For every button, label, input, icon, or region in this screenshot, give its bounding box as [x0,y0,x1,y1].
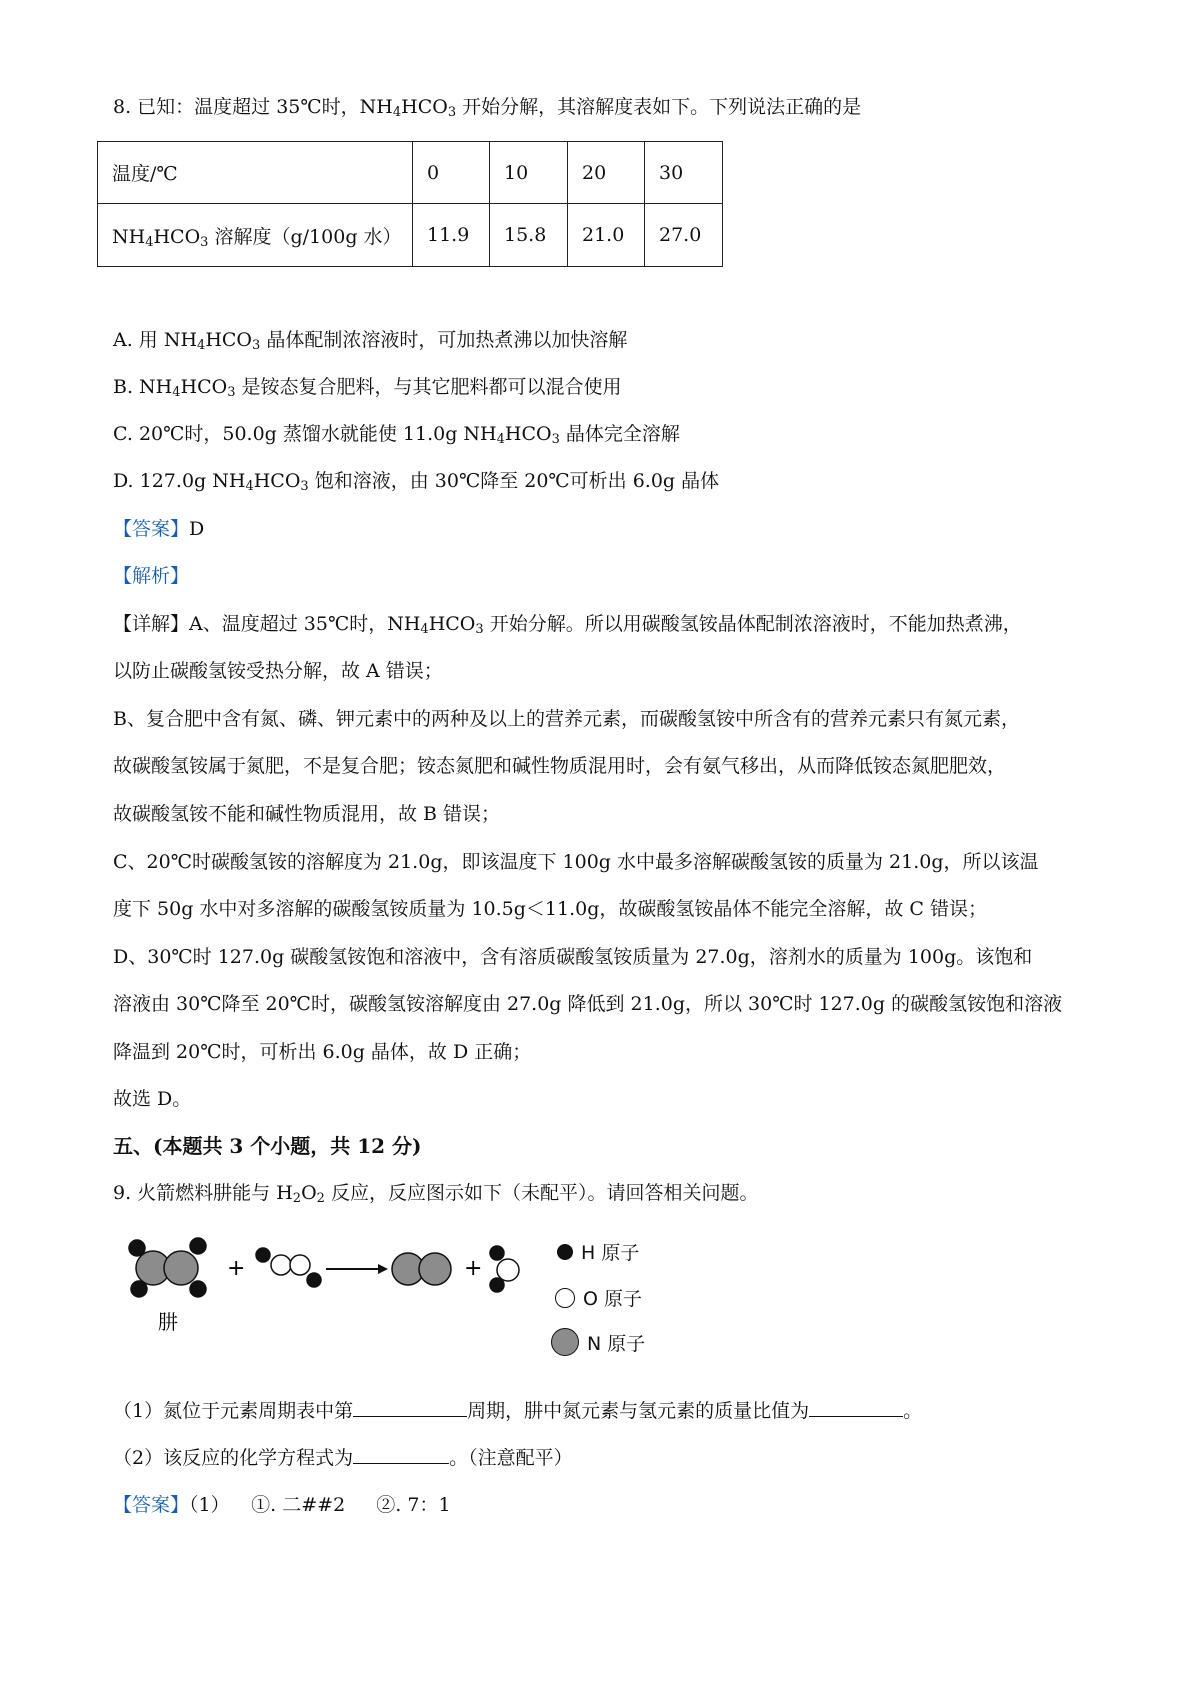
legend-o [553,1284,642,1311]
detail-b-line3: 故碳酸氢铵不能和碱性物质混用，故 B 错误； [113,803,501,825]
text: 晶体完全溶解 [559,423,680,445]
answer-label: 【答案】 [113,518,190,540]
text: 是铵态复合肥料，与其它肥料都可以混合使用 [235,376,622,398]
legend-n [553,1328,645,1356]
text: 。（注意配平） [449,1447,573,1469]
reaction-arrow [326,1264,388,1274]
text: 饱和溶液，由 30℃降至 20℃可析出 6.0g 晶体 [308,470,720,492]
legend-label: H 原子 [581,1242,640,1264]
text: O [301,1182,317,1204]
legend-h [553,1238,639,1265]
text: 9. 火箭燃料肼能与 H [113,1182,293,1204]
q9-answer [113,1492,451,1518]
hydrazine-label: 肼 [158,1310,178,1334]
detail-label: 【详解】 [113,613,190,635]
text: HCO [253,470,301,492]
text: HCO [180,376,228,398]
label-part: NH [112,225,146,248]
subscript: 4 [245,479,254,494]
answer-text: （1） ①. 二##2 ②. 7：1 [189,1494,451,1516]
detail-d-line2: 溶液由 30℃降至 20℃时，碳酸氢铵溶解度由 27.0g 降低到 21.0g，所以 30℃时 127.0g 的碳酸氢铵饱和溶液 [113,993,1063,1015]
answer-blank[interactable] [809,1398,903,1417]
h-atom-icon [557,1244,573,1260]
q8-stem [113,94,861,120]
table-cell-temp-label: 温度/℃ [98,142,413,204]
detail-d-line3: 降温到 20℃时，可析出 6.0g 晶体，故 D 正确； [113,1041,532,1063]
option-b [113,374,622,400]
text: （1）氮位于元素周期表中第 [113,1400,354,1422]
text: C. 20℃时，50.0g 蒸馏水就能使 11.0g NH [113,423,497,445]
option-d [113,468,719,494]
option-a [113,327,627,353]
subscript: 3 [200,234,209,250]
table-cell: 10 [490,142,568,204]
subscript: 2 [316,1191,325,1206]
subscript: 3 [551,432,560,447]
o-atom-icon [555,1288,575,1308]
table-row [98,142,723,204]
q8-answer [113,516,204,542]
text: 开始分解。所以用碳酸氢铵晶体配制浓溶液时，不能加热煮沸， [483,613,1022,635]
subscript: 4 [145,234,154,250]
legend-label: O 原子 [583,1288,642,1310]
table-cell: 11.9 [413,204,490,267]
hydrogen-peroxide-molecule [256,1248,321,1287]
detail-b-line1: B、复合肥中含有氮、磷、钾元素中的两种及以上的营养元素，而碳酸氢铵中所含有的营养元素只有氮元素， [113,708,1020,730]
answer-label: 【答案】 [113,1494,190,1516]
q9-sub1 [113,1398,922,1424]
table-cell: 27.0 [645,204,723,267]
nitrogen-molecule [392,1253,451,1285]
table-cell: 21.0 [568,204,645,267]
table-cell: 0 [413,142,490,204]
q9-stem [113,1180,758,1206]
text: 周期，肼中氮元素与氢元素的质量比值为 [467,1400,810,1422]
text: （2）该反应的化学方程式为 [113,1447,354,1469]
plus-sign: + [464,1256,483,1281]
analysis-label: 【解析】 [113,565,190,587]
section-heading: 五、(本题共 3 个小题，共 12 分) [113,1134,422,1158]
q8-stem-text-a: 已知：温度超过 35℃时，NH [137,96,393,118]
text: 晶体配制浓溶液时，可加热煮沸以加快溶解 [260,329,628,351]
subscript: 3 [252,338,261,353]
answer-blank[interactable] [353,1445,449,1464]
q8-stem-text-c: 开始分解，其溶解度表如下。下列说法正确的是 [456,96,862,118]
text: D. 127.0g NH [113,470,246,492]
detail-a-line2: 以防止碳酸氢铵受热分解，故 A 错误； [113,660,443,682]
table-cell-solubility-label [98,204,413,267]
detail-c-line2: 度下 50g 水中对多溶解的碳酸氢铵质量为 10.5g＜11.0g，故碳酸氢铵晶体不能完全溶解，故 C 错误； [113,898,988,920]
q8-number: 8. [113,96,138,118]
subscript: 4 [172,385,181,400]
text: HCO [504,423,552,445]
table-cell: 15.8 [490,204,568,267]
legend-label: N 原子 [587,1332,646,1355]
subscript: 4 [392,105,402,120]
subscript: 3 [227,385,236,400]
subscript: 3 [475,622,484,637]
table-cell: 30 [645,142,723,204]
table-row [98,204,723,267]
reaction-diagram [0,1225,560,1335]
subscript: 4 [420,622,429,637]
answer-blank[interactable] [353,1398,467,1417]
detail-a-line1 [113,611,1022,637]
text: B. NH [113,376,173,398]
water-molecule [490,1246,519,1292]
subscript: 4 [197,338,206,353]
text: A. 用 NH [113,329,198,351]
label-part: 溶解度（g/100g 水） [208,225,402,248]
text: 反应，反应图示如下（未配平）。请回答相关问题。 [324,1182,759,1204]
q9-sub2 [113,1445,573,1471]
label-part: HCO [153,225,201,248]
conclusion: 故选 D。 [113,1088,192,1110]
subscript: 2 [292,1191,302,1206]
text: 。 [903,1400,923,1422]
detail-c-line1: C、20℃时碳酸氢铵的溶解度为 21.0g，即该温度下 100g 水中最多溶解碳酸氢铵的质量为 21.0g，所以该温 [113,851,1039,873]
text: HCO [428,613,476,635]
hydrazine-molecule [129,1238,206,1297]
detail-b-line2: 故碳酸氢铵属于氮肥，不是复合肥；铵态氮肥和碱性物质混用时，会有氨气移出，从而降低铵态氮肥肥效， [113,755,1007,777]
text: A、温度超过 35℃时，NH [189,613,421,635]
text: HCO [205,329,253,351]
n-atom-icon [551,1328,579,1356]
solubility-table [97,141,723,267]
subscript: 3 [300,479,309,494]
table-cell: 20 [568,142,645,204]
subscript: 3 [447,105,457,120]
answer-value: D [189,518,205,540]
subscript: 4 [496,432,505,447]
option-c [113,421,680,447]
q8-stem-text-b: HCO [401,96,448,118]
detail-d-line1: D、30℃时 127.0g 碳酸氢铵饱和溶液中，含有溶质碳酸氢铵质量为 27.0g，溶剂水的质量为 100g。该饱和 [113,946,1033,968]
plus-sign: + [227,1256,246,1281]
